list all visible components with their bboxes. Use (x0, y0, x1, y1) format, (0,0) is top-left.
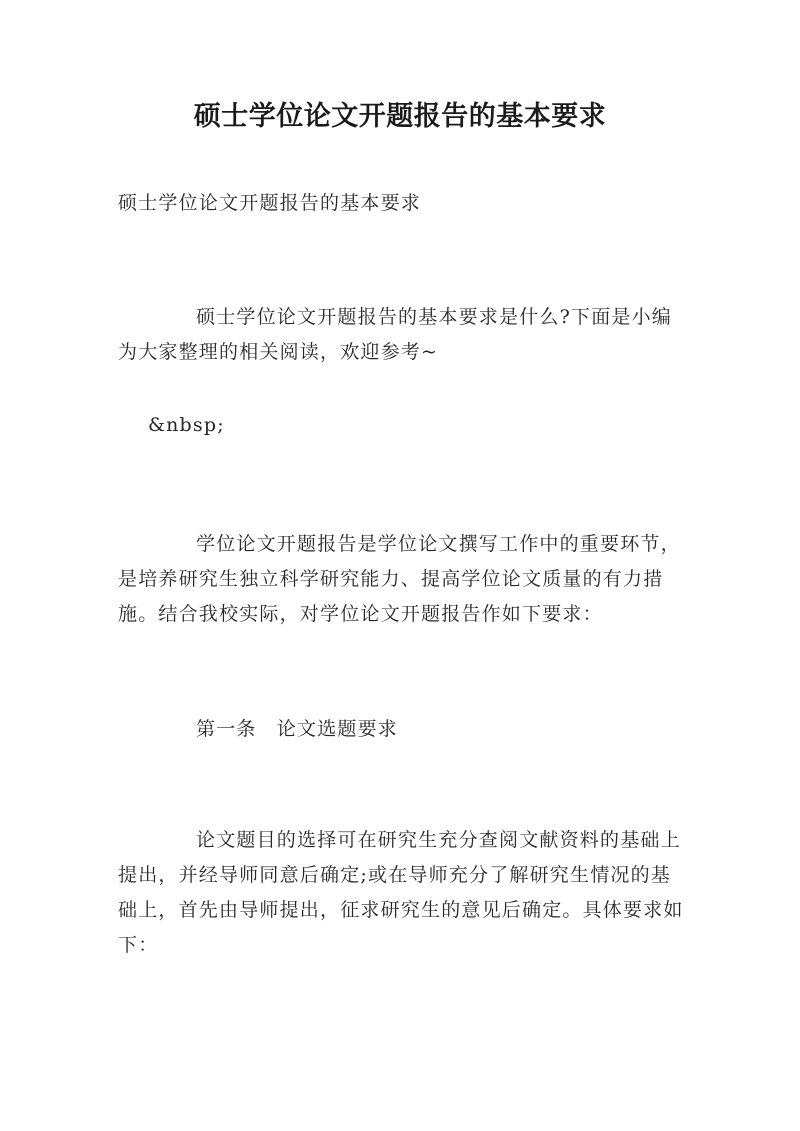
article-heading: 第一条 论文选题要求 (196, 718, 399, 740)
nbsp-artifact-text: &nbsp; (148, 414, 225, 436)
body-paragraph-1: 学位论文开题报告是学位论文撰写工作中的重要环节，是培养研究生独立科学研究能力、提高学位论文质量的有力措施。结合我校实际，对学位论文开题报告作如下要求： (118, 533, 681, 625)
body-paragraph-2: 论文题目的选择可在研究生充分查阅文献资料的基础上提出，并经导师同意后确定;或在导师充分了解研究生情况的基础上，首先由导师提出，征求研究生的意见后确定。具体要求如下： (118, 829, 684, 956)
document-title: 硕士学位论文开题报告的基本要求 (193, 101, 607, 132)
document-subtitle: 硕士学位论文开题报告的基本要求 (118, 192, 422, 214)
intro-paragraph: 硕士学位论文开题报告的基本要求是什么?下面是小编为大家整理的相关阅读，欢迎参考~ (118, 306, 672, 363)
